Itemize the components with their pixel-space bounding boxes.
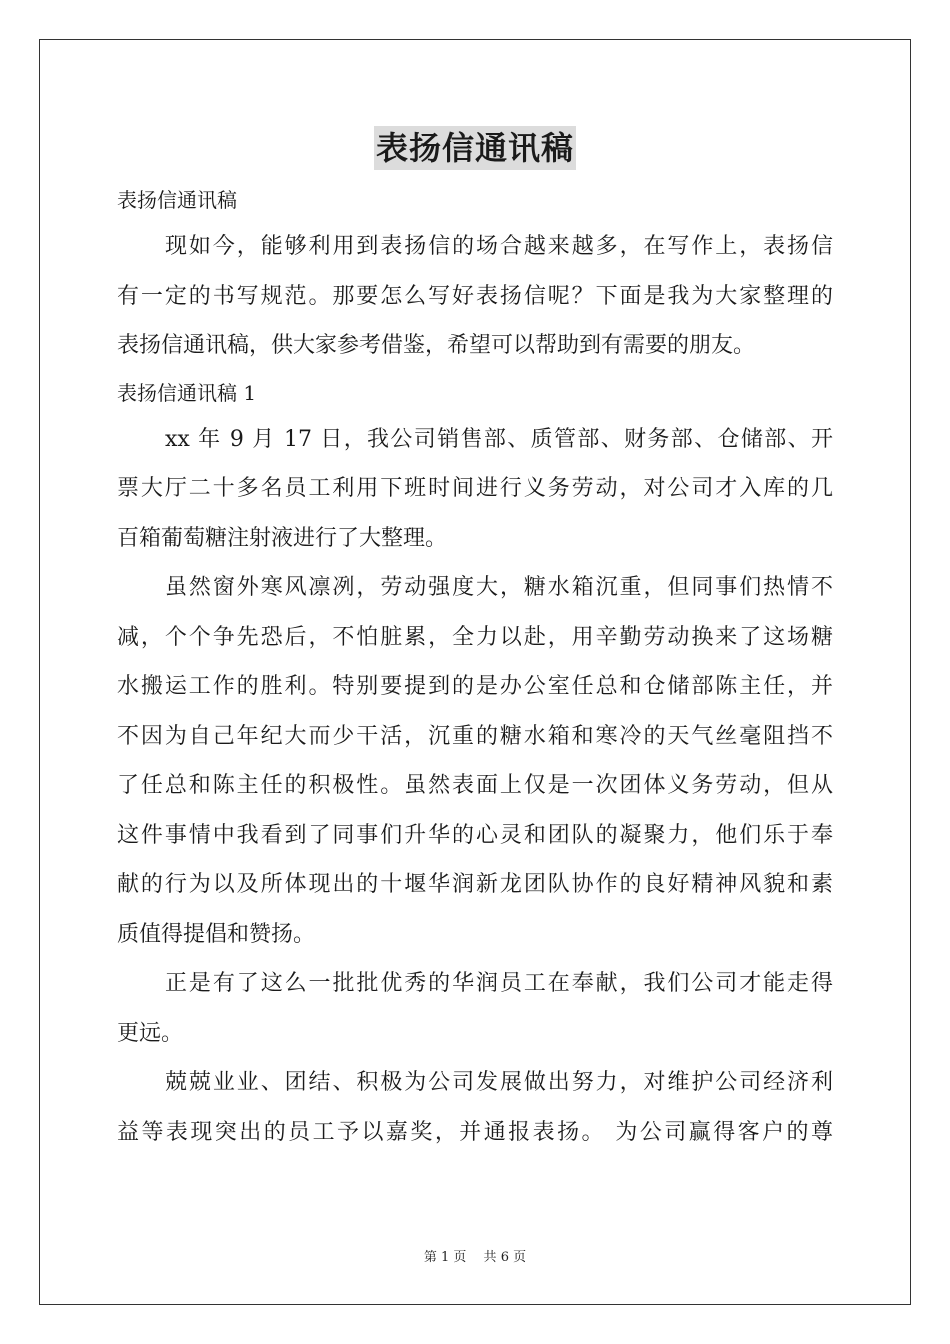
text-line: 不因为自己年纪大而少干活，沉重的糖水箱和寒冷的天气丝毫阻挡不 (117, 723, 833, 749)
text-line: 有一定的书写规范。那要怎么写好表扬信呢？下面是我为大家整理的 (117, 283, 833, 309)
section-heading: 表扬信通讯稿 1 (117, 380, 257, 405)
document-title[interactable]: 表扬信通讯稿 (374, 126, 576, 170)
text-line: 水搬运工作的胜利。特别要提到的是办公室任总和仓储部陈主任，并 (117, 674, 833, 699)
page-footer: 第 1 页 共 6 页 (423, 1250, 527, 1265)
paragraph-2 (117, 563, 833, 959)
text-line: 更远。 (117, 1020, 184, 1046)
text-line: xx 年 9 月 17 日，我公司销售部、质管部、财务部、仓储部、开 (165, 426, 833, 452)
title-container (0, 126, 950, 170)
text-line: 益等表现突出的员工予以嘉奖，并通报表扬。 为公司赢得客户的尊 (117, 1119, 833, 1145)
paragraph-4 (117, 1058, 833, 1157)
text-line: 正是有了这么一批批优秀的华润员工在奉献，我们公司才能走得 (165, 971, 833, 996)
text-line: 表扬信通讯稿，供大家参考借鉴，希望可以帮助到有需要的朋友。 (117, 333, 756, 358)
subtitle-line: 表扬信通讯稿 (117, 188, 237, 212)
text-line: 百箱葡萄糖注射液进行了大整理。 (117, 525, 448, 551)
text-line: 这件事情中我看到了同事们升华的心灵和团队的凝聚力，他们乐于奉 (117, 822, 833, 848)
text-line: 现如今，能够利用到表扬信的场合越来越多，在写作上，表扬信 (165, 234, 833, 259)
text-line: 兢兢业业、团结、积极为公司发展做出努力，对维护公司经济利 (165, 1070, 833, 1095)
text-line: 减，个个争先恐后，不怕脏累，全力以赴，用辛勤劳动换来了这场糖 (117, 624, 833, 650)
text-line: 虽然窗外寒风凛冽，劳动强度大，糖水箱沉重，但同事们热情不 (165, 575, 833, 600)
text-line: 票大厅二十多名员工利用下班时间进行义务劳动，对公司才入库的几 (117, 476, 833, 501)
text-line: 献的行为以及所体现出的十堰华润新龙团队协作的良好精神风貌和素 (117, 872, 833, 897)
intro-paragraph (117, 222, 833, 371)
paragraph-1 (117, 415, 833, 564)
document-body (117, 178, 833, 1157)
paragraph-3 (117, 959, 833, 1058)
text-line: 质值得提倡和赞扬。 (117, 921, 316, 947)
text-line: 了任总和陈主任的积极性。虽然表面上仅是一次团体义务劳动，但从 (117, 773, 833, 798)
